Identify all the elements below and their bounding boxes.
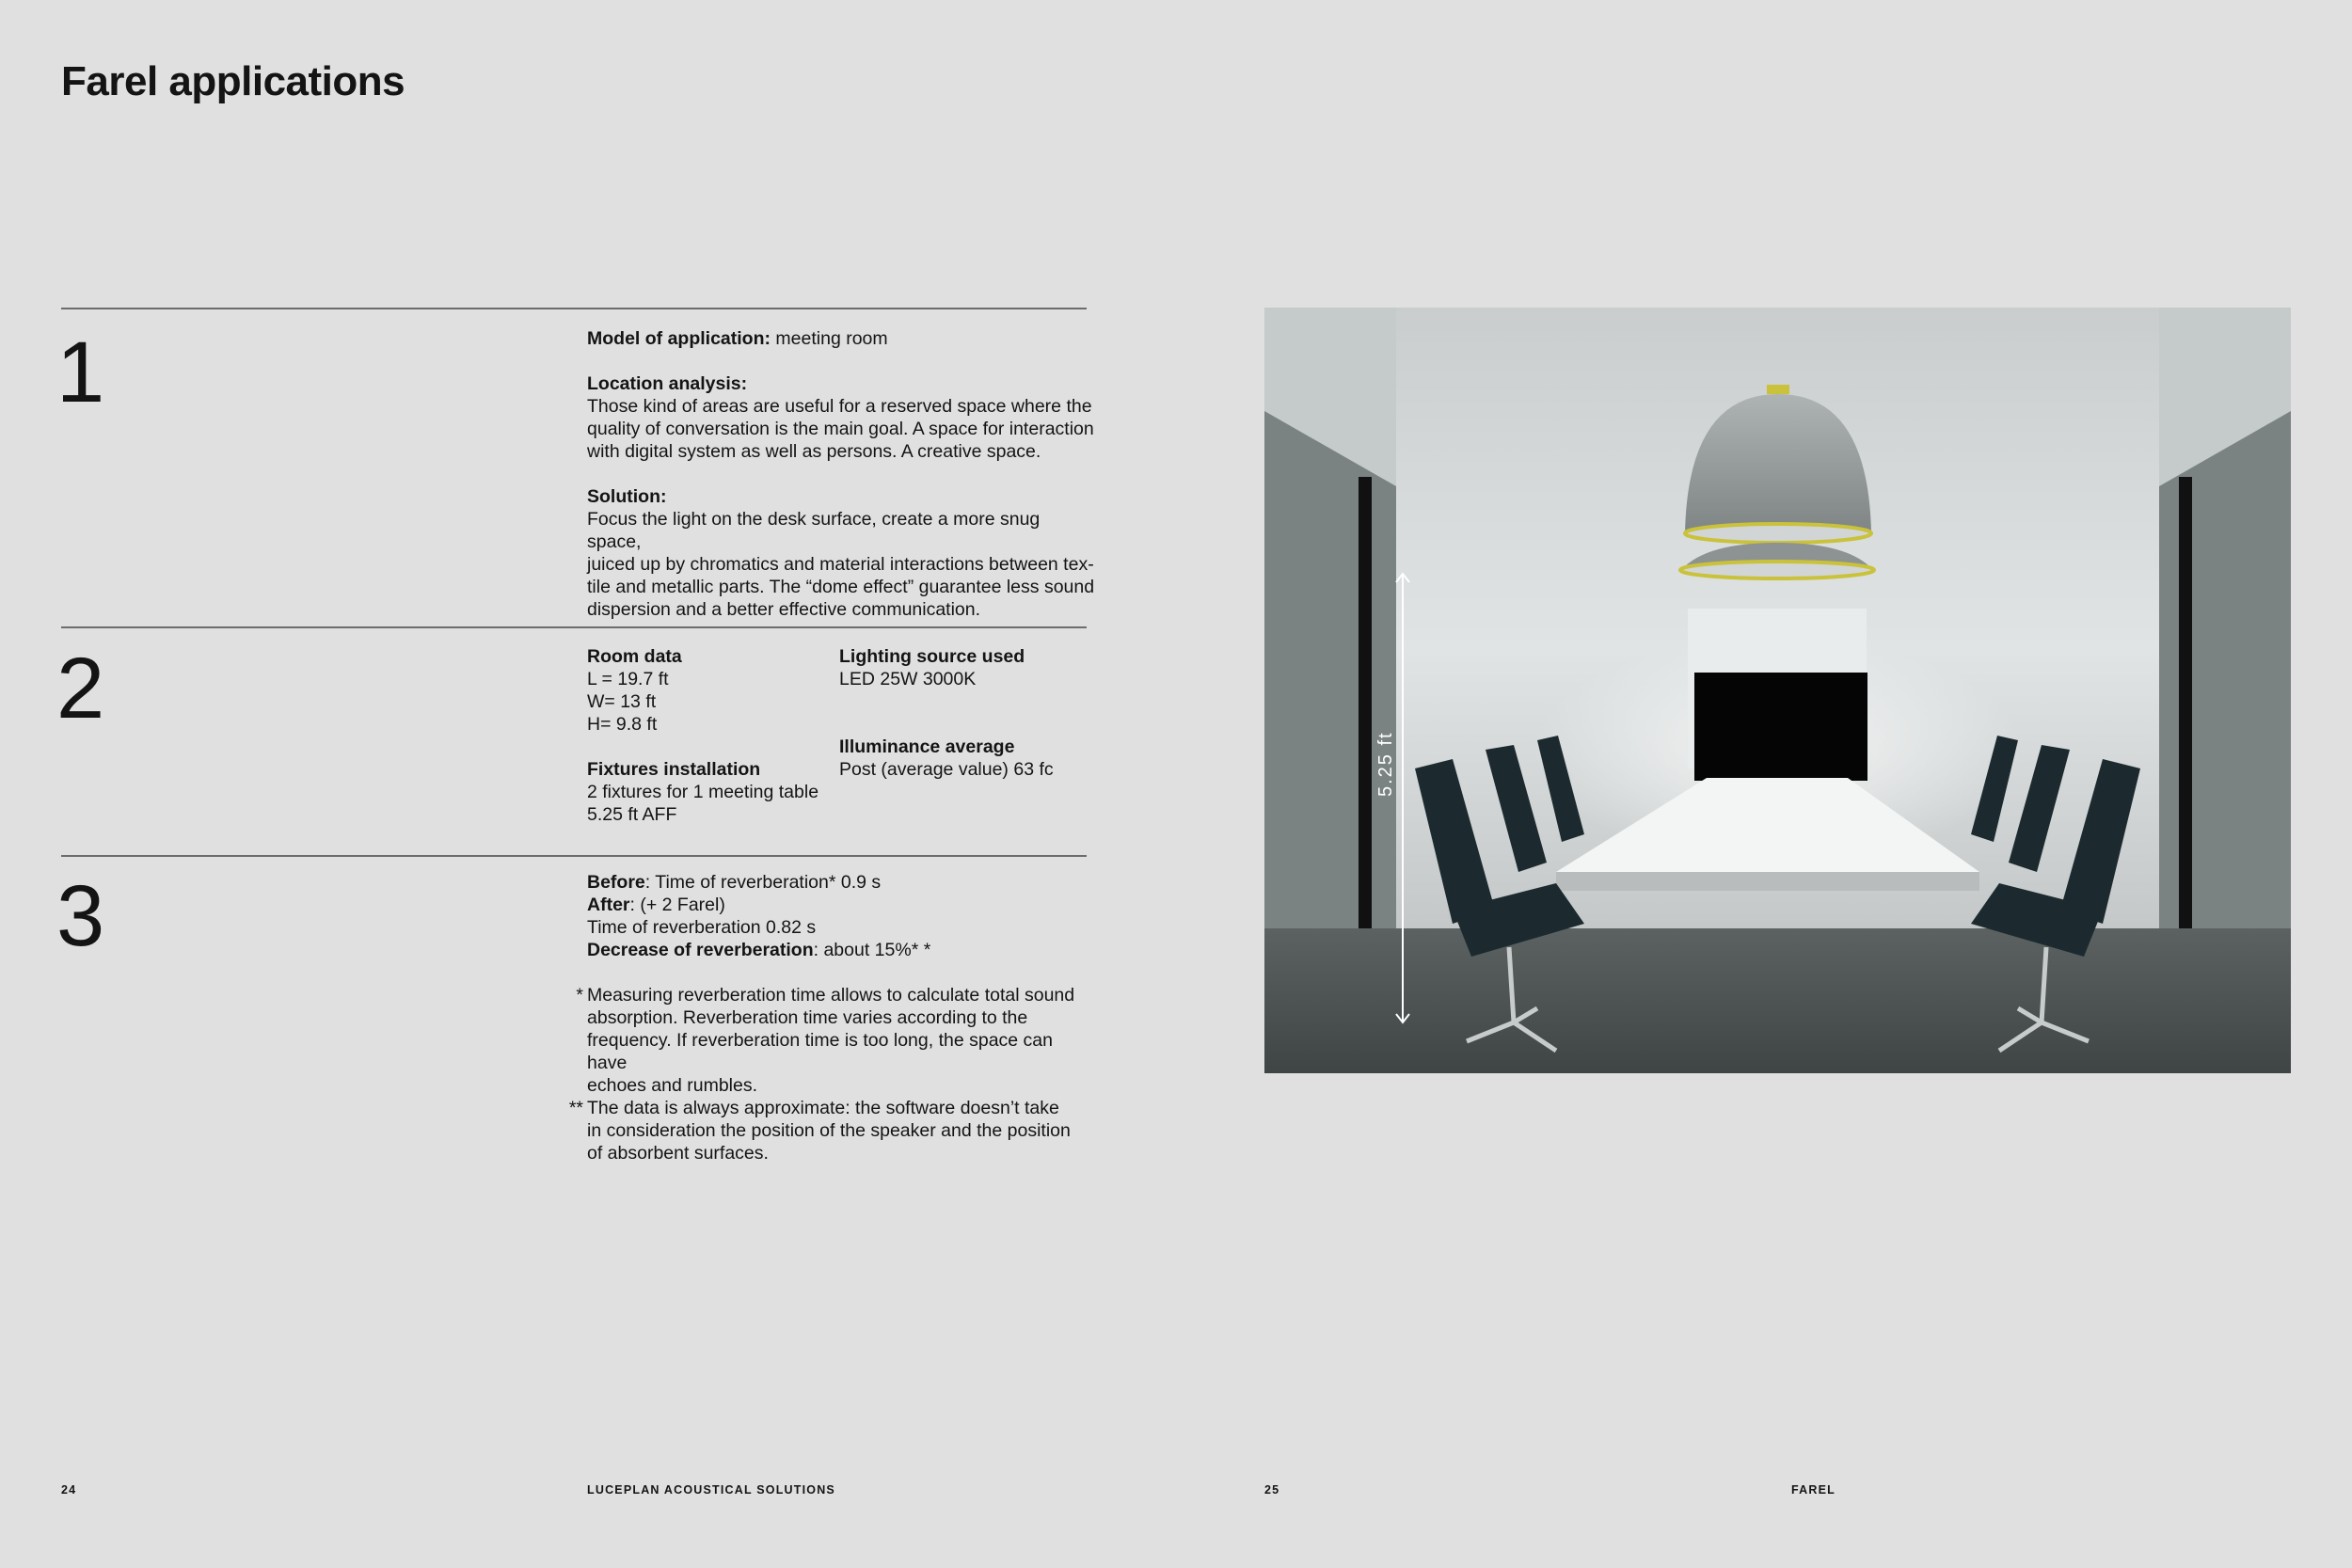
- after-line: [587, 894, 1095, 916]
- section-divider-1: [61, 308, 1087, 309]
- section-divider-2: [61, 626, 1087, 628]
- solution-line: tile and metallic parts. The “dome effect” guarantee less sound: [587, 577, 1095, 597]
- floor: [1264, 928, 2291, 1073]
- right-page-number: 25: [1264, 1483, 1280, 1497]
- section-3-text: [568, 871, 1095, 1164]
- footnote-2-marker: **: [568, 1098, 583, 1118]
- lighting-source-label: Lighting source used: [839, 646, 1025, 667]
- model-of-application: [587, 327, 1095, 350]
- footnote-1: [576, 984, 1095, 1097]
- room-data-line: L = 19.7 ft: [587, 669, 669, 689]
- footnote-line: frequency. If reverberation time is too long, the space can have: [587, 1030, 1053, 1073]
- location-line: quality of conversation is the main goal. A space for interaction: [587, 419, 1094, 439]
- lamp-rim-front: [1685, 524, 1871, 543]
- section-number-2: 2: [56, 641, 103, 736]
- left-door-frame: [1359, 477, 1372, 928]
- solution-label: Solution:: [587, 486, 667, 507]
- fixtures-line: 2 fixtures for 1 meeting table: [587, 782, 819, 802]
- room-data-line: H= 9.8 ft: [587, 714, 658, 735]
- after-value: : (+ 2 Farel): [629, 895, 725, 915]
- after-label: After: [587, 895, 630, 915]
- before-value: : Time of reverberation* 0.9 s: [644, 872, 882, 893]
- room-data-label: Room data: [587, 646, 682, 667]
- decrease-value: : about 15%* *: [813, 940, 931, 960]
- footnote-line: of absorbent surfaces.: [587, 1143, 769, 1164]
- location-line: Those kind of areas are useful for a reserved space where the: [587, 396, 1092, 417]
- decrease-label: Decrease of reverberation: [587, 940, 814, 960]
- right-door-frame: [2179, 477, 2192, 928]
- fixtures-line: 5.25 ft AFF: [587, 804, 677, 825]
- page-title: Farel applications: [61, 58, 405, 104]
- location-line: with digital system as well as persons. A creative space.: [587, 441, 1041, 462]
- section-number-3: 3: [56, 868, 103, 964]
- meeting-room-render: [1264, 308, 2291, 1073]
- section-number-1: 1: [56, 325, 103, 420]
- left-page-number: 24: [61, 1483, 77, 1497]
- model-label: Model of application:: [587, 328, 771, 349]
- section-1-text: [587, 327, 1095, 621]
- room-data-column: [587, 645, 832, 826]
- lamp-rim-back: [1680, 562, 1874, 578]
- footnote-line: absorption. Reverberation time varies according to the: [587, 1007, 1028, 1028]
- footnote-2: [568, 1097, 1095, 1164]
- before-line: [587, 871, 1095, 894]
- footnote-1-marker: *: [576, 985, 583, 1006]
- solution-line: juiced up by chromatics and material interactions between tex-: [587, 554, 1094, 575]
- left-running-footer: LUCEPLAN ACOUSTICAL SOLUTIONS: [587, 1483, 835, 1497]
- decrease-line: [587, 939, 1095, 961]
- section-divider-3: [61, 855, 1087, 857]
- lighting-source-value: LED 25W 3000K: [839, 669, 977, 689]
- solution-line: dispersion and a better effective communication.: [587, 599, 981, 620]
- lighting-column: [839, 645, 1093, 781]
- after-line-2: Time of reverberation 0.82 s: [587, 917, 817, 938]
- model-value: meeting room: [775, 328, 888, 349]
- before-label: Before: [587, 872, 645, 893]
- meeting-table-edge: [1556, 872, 1979, 891]
- footnote-line: echoes and rumbles.: [587, 1075, 758, 1096]
- room-data-line: W= 13 ft: [587, 691, 657, 712]
- fixtures-label: Fixtures installation: [587, 759, 761, 780]
- right-running-footer: FAREL: [1791, 1483, 1836, 1497]
- footnote-line: The data is always approximate: the software doesn’t take: [587, 1098, 1059, 1118]
- solution-line: Focus the light on the desk surface, create a more snug space,: [587, 509, 1041, 552]
- lamp-canopy: [1767, 385, 1789, 394]
- footnote-line: Measuring reverberation time allows to calculate total sound: [587, 985, 1075, 1006]
- location-label: Location analysis:: [587, 373, 748, 394]
- footnote-line: in consideration the position of the speaker and the position: [587, 1120, 1071, 1141]
- illuminance-label: Illuminance average: [839, 736, 1015, 757]
- illuminance-value: Post (average value) 63 fc: [839, 759, 1054, 780]
- meeting-room-illustration: [1264, 308, 2291, 1073]
- height-dimension-label: 5.25 ft: [1375, 731, 1396, 797]
- tv-screen: [1694, 673, 1867, 781]
